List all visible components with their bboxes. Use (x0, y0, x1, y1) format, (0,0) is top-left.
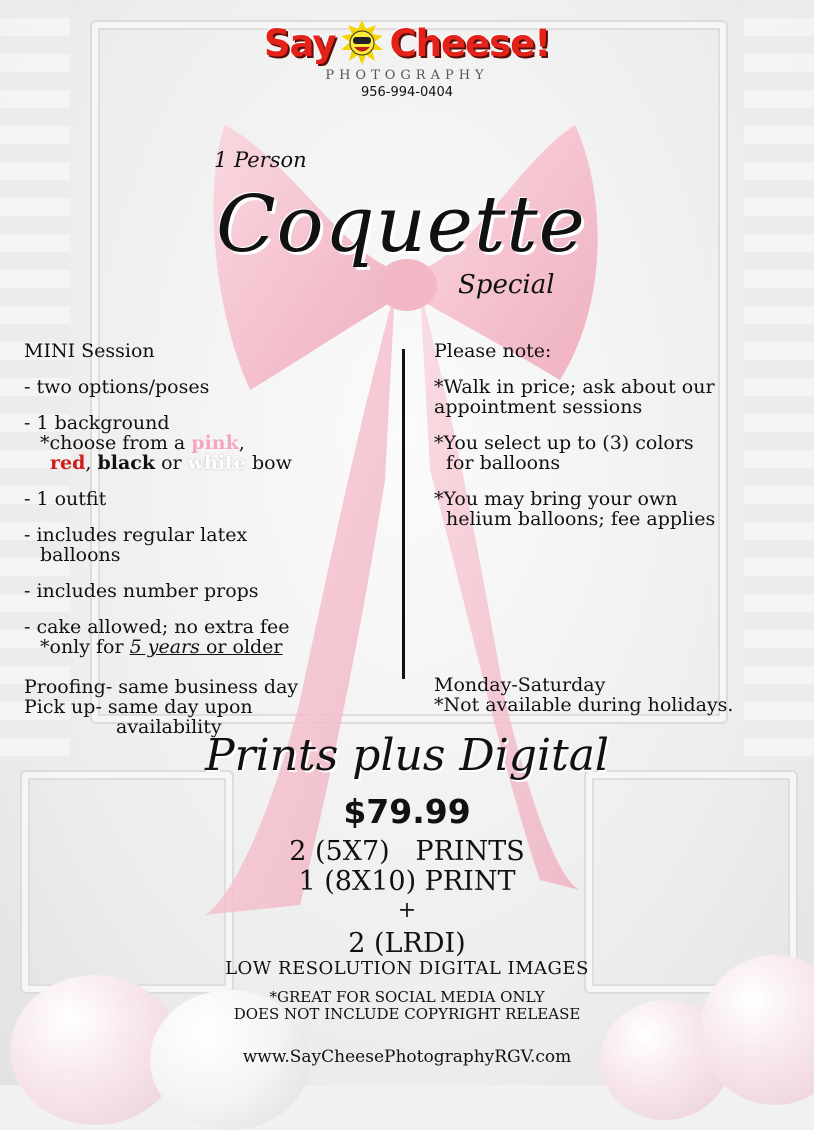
note-balloon-colors-2: for balloons (446, 452, 561, 474)
detail-proofing: Proofing- same business day (24, 676, 299, 698)
note-heading: Please note: (434, 340, 552, 362)
detail-options: - two options/poses (24, 376, 210, 398)
color-black: black (97, 452, 156, 474)
phone-number: 956-994-0404 (360, 85, 454, 100)
note-own-balloons: *You may bring your own (434, 488, 678, 510)
note-walk-in: *Walk in price; ask about our (434, 376, 715, 398)
offer-lrdi-description: LOW RESOLUTION DIGITAL IMAGES (225, 958, 589, 979)
detail-bow-colors: *choose from a pink, (40, 432, 245, 454)
color-red: red (50, 452, 86, 474)
detail-availability: availability (116, 716, 222, 738)
heading-person: 1 Person (214, 148, 307, 172)
note-walk-in-2: appointment sessions (434, 396, 643, 418)
detail-latex-balloons-2: balloons (40, 544, 121, 566)
detail-pickup: Pick up- same day upon (24, 696, 253, 718)
note-days: Monday-Saturday (434, 674, 606, 696)
heading-title: Coquette (216, 180, 586, 270)
website-url[interactable]: www.SayCheesePhotographyRGV.com (242, 1047, 572, 1067)
detail-background: - 1 background (24, 412, 170, 434)
offer-price: $79.99 (343, 792, 471, 831)
offer-plus: + (397, 898, 417, 923)
detail-latex-balloons: - includes regular latex (24, 524, 248, 546)
logo-subtitle: PHOTOGRAPHY (325, 68, 489, 83)
color-pink: pink (191, 432, 239, 454)
detail-number-props: - includes number props (24, 580, 259, 602)
note-balloon-colors: *You select up to (3) colors (434, 432, 694, 454)
offer-line-8x10: 1 (8X10) PRINT (298, 866, 516, 897)
detail-bow-colors-2: red, black or white bow (50, 452, 292, 474)
offer-note-social: *GREAT FOR SOCIAL MEDIA ONLY (269, 988, 545, 1006)
color-white: white (187, 452, 246, 474)
logo-word-cheese: Cheese! (389, 21, 551, 65)
logo-word-say: Say (263, 21, 336, 65)
note-holidays: *Not available during holidays. (434, 694, 734, 716)
session-details-column (24, 341, 384, 737)
offer-line-5x7: 2 (5X7) PRINTS (289, 836, 525, 867)
offer-title: Prints plus Digital (204, 730, 609, 781)
detail-outfit: - 1 outfit (24, 488, 107, 510)
detail-mini-session: MINI Session (24, 340, 155, 362)
note-own-balloons-2: helium balloons; fee applies (446, 508, 716, 530)
column-divider (402, 349, 405, 679)
detail-age-requirement: *only for 5 years or older (40, 636, 283, 658)
offer-note-copyright: DOES NOT INCLUDE COPYRIGHT RELEASE (233, 1005, 581, 1023)
brand-logo (0, 20, 814, 100)
detail-cake: - cake allowed; no extra fee (24, 616, 290, 638)
heading-special: Special (458, 270, 555, 300)
offer-line-lrdi: 2 (LRDI) (348, 928, 466, 959)
smiley-mascot-icon (339, 20, 385, 66)
notes-column (434, 341, 794, 715)
age-five-years: 5 years (129, 636, 200, 658)
